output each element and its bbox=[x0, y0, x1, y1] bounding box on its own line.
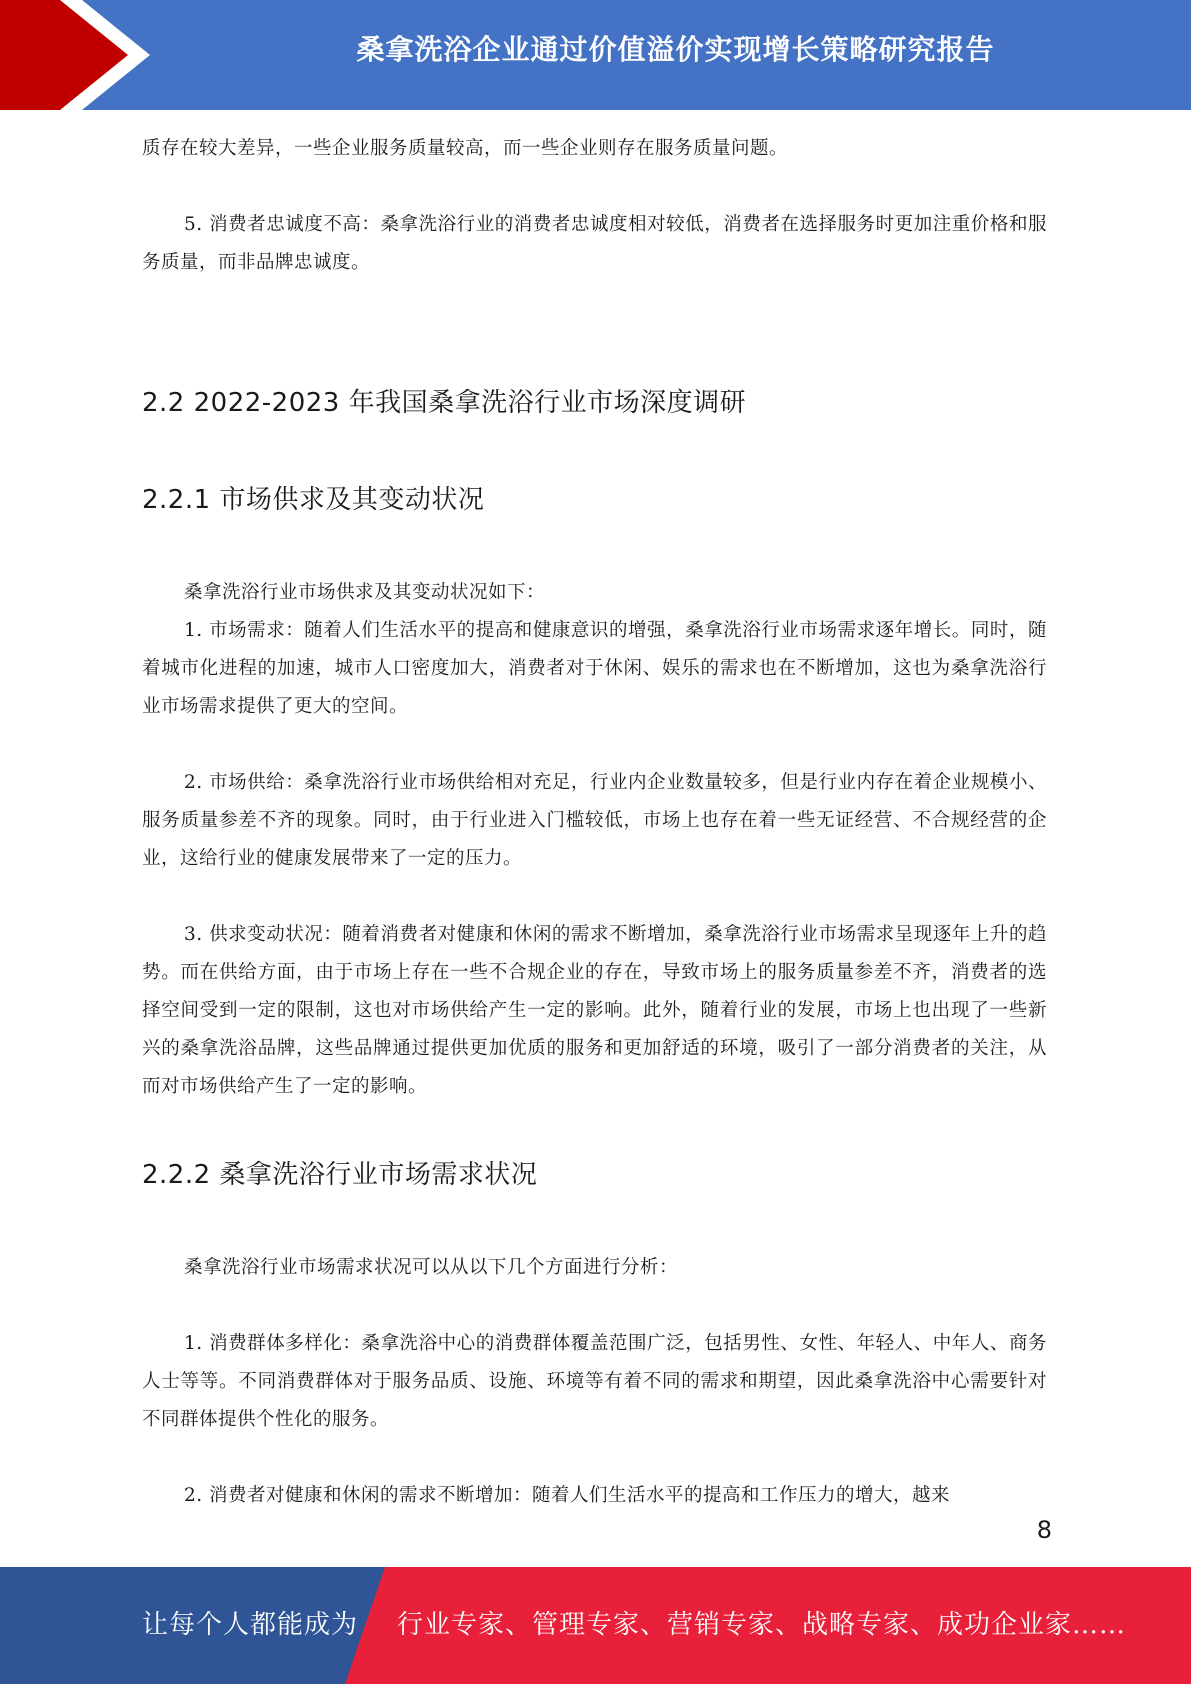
section-heading-2-2-1: 2.2.1 市场供求及其变动状况 bbox=[142, 485, 485, 515]
page-content bbox=[142, 130, 1047, 1515]
paragraph: 质存在较大差异，一些企业服务质量较高，而一些企业则存在服务质量问题。 bbox=[142, 138, 789, 159]
red-chevron-icon bbox=[0, 0, 160, 110]
paragraph: 桑拿洗浴行业市场供求及其变动状况如下： bbox=[184, 582, 546, 603]
paragraph: 5. 消费者忠诚度不高：桑拿洗浴行业的消费者忠诚度相对较低，消费者在选择服务时更加注重价格和服务质量，而非品牌忠诚度。 bbox=[142, 214, 1047, 273]
footer-slogan-right: 行业专家、管理专家、营销专家、战略专家、成功企业家…… bbox=[397, 1610, 1127, 1640]
footer-slogan-left: 让每个人都能成为 bbox=[142, 1610, 359, 1640]
page-footer bbox=[0, 1567, 1191, 1684]
paragraph: 3. 供求变动状况：随着消费者对健康和休闲的需求不断增加，桑拿洗浴行业市场需求呈现逐年上升的趋势。而在供给方面，由于市场上存在一些不合规企业的存在，导致市场上的服务质量参差不齐，消费者的选择空间受到一定的限制，这也对市场供给产生一定的影响。此外，随着行业的发展，市场上也出现了一些新兴的桑拿洗浴品牌，这些品牌通过提供更加优质的服务和更加舒适的环境，吸引了一部分消费者的关注，从而对市场供给产生了一定的影响。 bbox=[142, 924, 1047, 1097]
paragraph: 2. 市场供给：桑拿洗浴行业市场供给相对充足，行业内企业数量较多，但是行业内存在着企业规模小、服务质量参差不齐的现象。同时，由于行业进入门槛较低，市场上也存在着一些无证经营、不合规经营的企业，这给行业的健康发展带来了一定的压力。 bbox=[142, 772, 1047, 869]
report-title: 桑拿洗浴企业通过价值溢价实现增长策略研究报告 bbox=[356, 33, 995, 66]
paragraph: 1. 消费群体多样化：桑拿洗浴中心的消费群体覆盖范围广泛，包括男性、女性、年轻人、中年人、商务人士等等。不同消费群体对于服务品质、设施、环境等有着不同的需求和期望，因此桑拿洗浴中心需要针对不同群体提供个性化的服务。 bbox=[142, 1333, 1047, 1430]
section-heading-2-2: 2.2 2022-2023 年我国桑拿洗浴行业市场深度调研 bbox=[142, 388, 747, 418]
page-header bbox=[0, 0, 1191, 110]
paragraph: 1. 市场需求：随着人们生活水平的提高和健康意识的增强，桑拿洗浴行业市场需求逐年增长。同时，随着城市化进程的加速，城市人口密度加大，消费者对于休闲、娱乐的需求也在不断增加，这也为桑拿洗浴行业市场需求提供了更大的空间。 bbox=[142, 620, 1047, 717]
section-heading-2-2-2: 2.2.2 桑拿洗浴行业市场需求状况 bbox=[142, 1160, 538, 1190]
page-number: 8 bbox=[1036, 1516, 1052, 1544]
paragraph: 桑拿洗浴行业市场需求状况可以从以下几个方面进行分析： bbox=[184, 1257, 679, 1278]
paragraph: 2. 消费者对健康和休闲的需求不断增加：随着人们生活水平的提高和工作压力的增大，越来 bbox=[184, 1485, 951, 1506]
